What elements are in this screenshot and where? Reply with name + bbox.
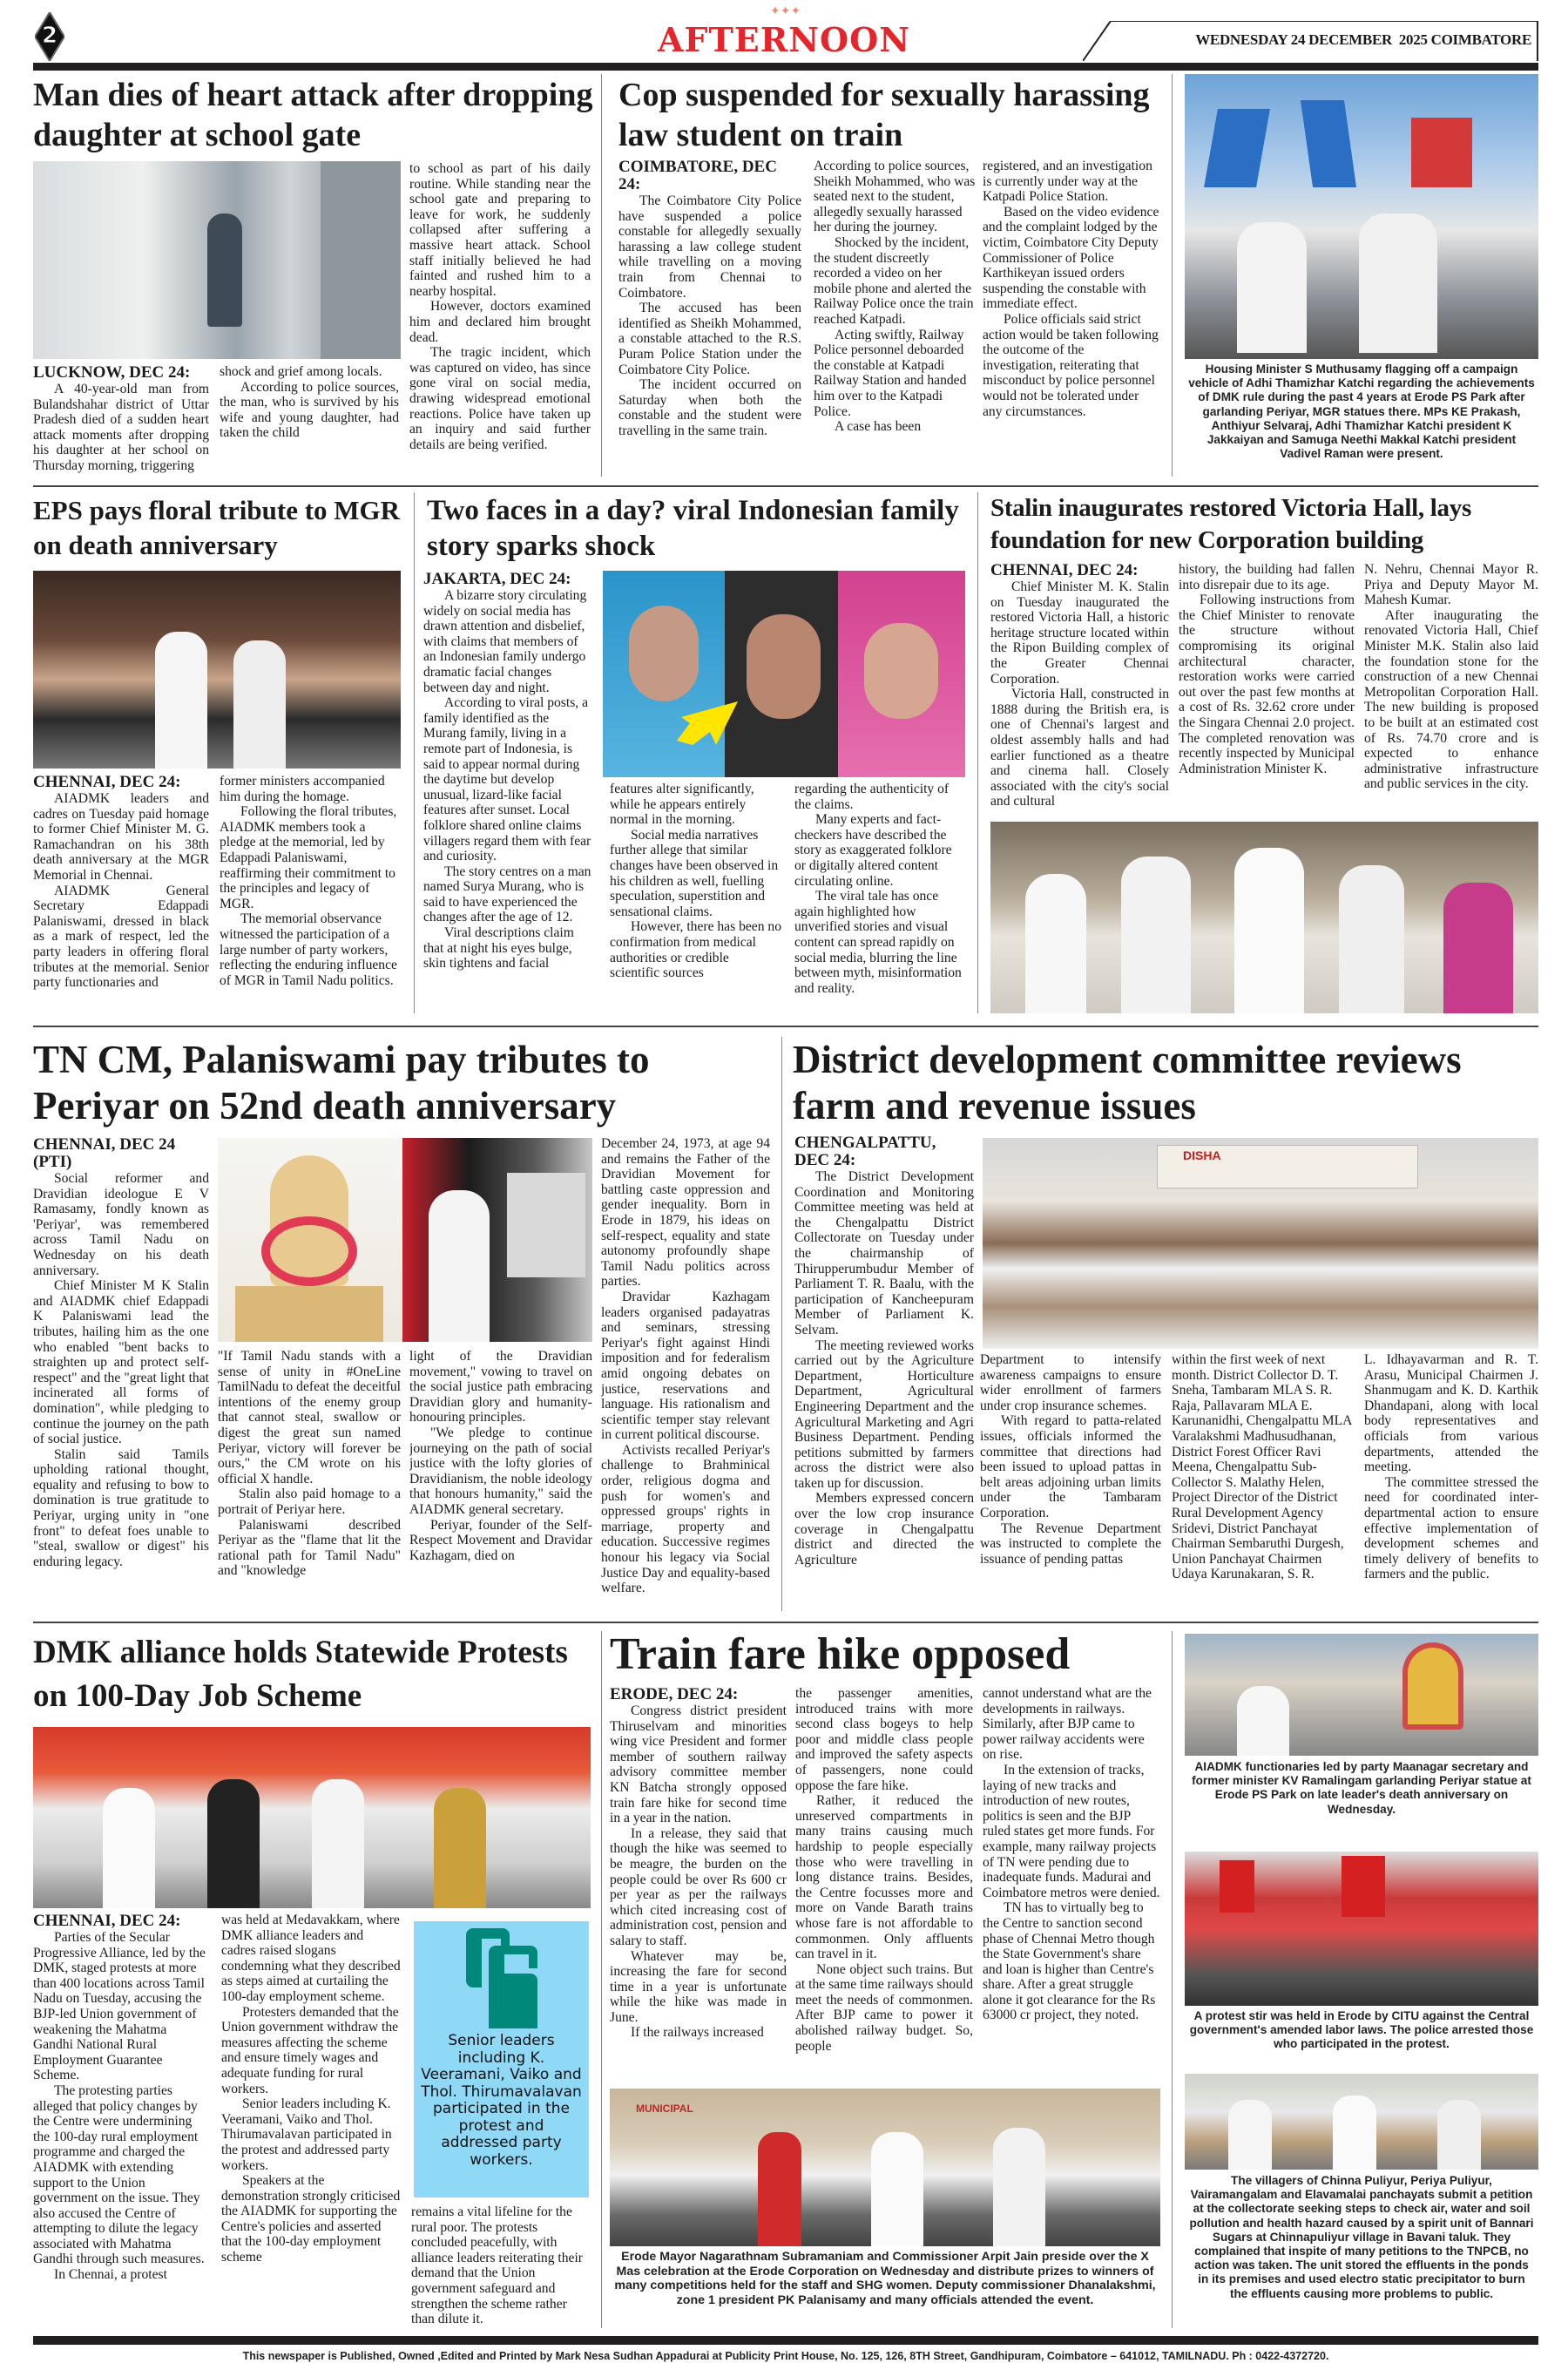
banner-disha-logo: DISHA	[1183, 1148, 1221, 1162]
article-paragraph: However, there has been no confirmation from medical authorities or credible scientific sources	[610, 919, 781, 981]
article-paragraph: Senior leaders including K. Veeramani, Vaiko and Thol. Thirumavalavan participated in the protest and addressed party workers.	[221, 2096, 392, 2173]
photo-periyar-statue-erode	[1185, 1634, 1538, 1756]
article-paragraph: the passenger amenities, introduced trains with more second class bogeys to help poor and middle class people and improved the safety aspects of passengers, none could oppose the fare hike.	[795, 1686, 973, 1793]
article-paragraph: AIADMK General Secretary Edappadi Palaniswami, dressed in black as a mark of respect, led the party leaders in offering floral tributes at the memorial. Senior party functionaries and	[33, 883, 209, 991]
article-column	[409, 1349, 592, 1611]
article-paragraph: N. Nehru, Chennai Mayor R. Priya and Deputy Mayor M. Mahesh Kumar.	[1364, 562, 1538, 608]
article-column	[33, 364, 209, 479]
photo-indonesian-family	[603, 571, 965, 777]
quote-mark-icon	[466, 1928, 537, 2028]
column-divider	[1172, 1631, 1173, 2328]
photo-pollution-petition	[1185, 2074, 1538, 2170]
article-paragraph: light of the Dravidian movement," vowing to travel on the social justice path embracing Dravidian glory and humanity-honouring principles.	[409, 1349, 592, 1425]
article-paragraph: Viral descriptions claim that at night his eyes bulge, skin tightens and facial	[423, 925, 574, 972]
article-paragraph: In Chennai, a protest	[54, 2267, 167, 2283]
article-column	[411, 2204, 591, 2331]
page-number: 2	[41, 23, 58, 49]
article-paragraph: After inaugurating the renovated Victoria Hall, Chief Minister M.K. Stalin also laid the foundation stone for the construction of a new Chennai Metropolitan Corporation Hall. The new building is proposed to be built at an estimated cost of Rs. 74.70 crore and is expected to enhance administrative infrastructure and public services in the city.	[1364, 607, 1538, 792]
article-paragraph: The meeting reviewed works carried out by the Agriculture Department, Horticulture Department, Agricultural Engineering Department and the Agricultural Marketing and Agri Business Department. Pending petitions submitted by farmers across the district were also taken up for discussion.	[794, 1337, 974, 1491]
article-column	[814, 159, 976, 479]
headline-cop-suspended: Cop suspended for sexually harassing law student on train	[618, 77, 1150, 153]
article-paragraph: Congress district president Thiruselvam and minorities wing vice President and former member of southern railway advisory committee member KN Batcha strongly opposed train fare hike for second time in a year in the nation.	[610, 1703, 787, 1826]
article-column	[33, 1136, 209, 1611]
masthead-title: AFTERNOON	[658, 20, 910, 59]
article-column	[990, 562, 1169, 817]
article-paragraph: Stalin also paid homage to a portrait of Periyar here.	[218, 1486, 401, 1517]
article-paragraph: In a release, they said that though the hike was seemed to be meagre, the burden on the people could be over Rs 600 cr per year as per the railways which cited increasing cost of administration cost, pension and salary to staff.	[610, 1825, 787, 1948]
article-paragraph: Rather, it reduced the unreserved compartments in many trains causing much hardship to people especially those who were travelling in long distance trains. Besides, the Centre focusses more and more on Vande Barath trains whose fare is not affordable to commonmen. Only affluents can travel in it.	[795, 1793, 973, 1962]
article-paragraph: None object such trains. But at the same time railways should meet the needs of commonmen. After BJP came to power it abolished railway budget. So, people	[795, 1961, 973, 2054]
article-paragraph: Dravidar Kazhagam leaders organised padayatras and seminars, stressing Periyar's fight against Hindi imposition and for federalism amid ongoing debates on justice, reservations and language. His rationalism and scientific temper stay relevant in current political discourse.	[601, 1289, 770, 1443]
dateline: JAKARTA, DEC 24:	[423, 571, 571, 588]
headline-victoria-hall: Stalin inaugurates restored Victoria Hall, lays foundation for new Corporation building	[990, 494, 1471, 554]
caption-periyar-statue: AIADMK functionaries led by party Maanagar secretary and former minister KV Ramalingam garlanding Periyar statue at Erode PS Park on late leader's death anniversary on Wednesday.	[1192, 1760, 1531, 1816]
article-paragraph: Activists recalled Periyar's challenge to Brahminical order, religious dogma and push for women's and oppressed groups' rights in marriage, property and education. Successive regimes honour his legacy via Social Justice Day and equality-based welfare.	[601, 1442, 770, 1596]
article-column	[601, 1136, 770, 1611]
article-paragraph: Periyar, founder of the Self-Respect Movement and Dravidar Kazhagam, died on	[409, 1517, 592, 1563]
caption-pollution-petition: The villagers of Chinna Puliyur, Periya Puliyur, Vairamangalam and Elavamalai panchayats submit a petition at the collectorate seeking steps to check air, water and soil pollution and health hazard caused by a spirit unit of Bannari Sugars at Chinnapuliyur village in Bavani taluk. They complained that inspite of many petitions to the TNPCB, no action was taken. The unit stored the effluents in the ponds in its premises and used electro static precipitator to burn the effluents causing more problems to public.	[1189, 2174, 1534, 2300]
article-paragraph: Chief Minister M K Stalin and AIADMK chief Edappadi K Palaniswami lead the tributes, hailing him as the one who enabled "bent backs to straighten up and protect self-respect" and the "great light that incinerated all forms of domination", while pledging to continue the journey on the path of social justice.	[33, 1278, 209, 1447]
caption-citu-protest: A protest stir was held in Erode by CITU against the Central government's amended labor laws. The police arrested those who participated in the protest.	[1189, 2009, 1534, 2051]
article-paragraph: Following the floral tributes, AIADMK members took a pledge at the memorial, led by Edappadi Palaniswami, reaffirming their commitment to the principles and legacy of MGR.	[220, 804, 397, 911]
article-paragraph: If the railways increased	[631, 2025, 764, 2041]
section-rule	[33, 485, 1538, 487]
dateline: CHENGALPATTU, DEC 24:	[794, 1134, 936, 1169]
article-paragraph: However, doctors examined him and declared him brought dead.	[409, 299, 591, 345]
headline-district-committee: District development committee reviews farm and revenue issues	[793, 1038, 1462, 1127]
article-paragraph: The story centres on a man named Surya Murang, who is said to have experienced the changes after the age of 12.	[423, 863, 591, 925]
article-paragraph: within the first week of next month. District Collector D. T. Sneha, Tambaram MLA S. R. Raja, Pallavaram MLA E. Karunanidhi, Chengalpattu MLA Varalakshmi Madhusudhanan, District Forest Officer Ravi Meena, Chengalpattu Sub-Collector S. Malathy Helen, Project Director of the District Rural Development Agency Sridevi, District Panchayat Chairman Sembaruthi Durgesh, Union Panchayat Chairmen Udaya Karunakaran, S. R.	[1172, 1352, 1352, 1582]
article-paragraph: "We pledge to continue journeying on the path of social justice with the lofty glories of Dravidianism, the noble ideology that honours humanity," said the AIADMK general secretary.	[409, 1425, 592, 1517]
headline-train-fare: Train fare hike opposed	[610, 1629, 1071, 1679]
article-paragraph: Social media narratives further allege that similar changes have been observed in his children as well, fuelling speculation, superstition and sensational claims.	[610, 827, 779, 919]
article-column	[1179, 562, 1355, 817]
article-column	[1172, 1352, 1355, 1611]
article-paragraph: Victoria Hall, constructed in 1888 during the British era, is one of Chennai's largest and oldest assembly halls and had earlier functioned as a theatre and cinema hall. Closely associated with the city's social and cultural	[990, 687, 1169, 809]
article-column	[794, 782, 965, 1013]
headline-dmk-protest: DMK alliance holds Statewide Protests on 100-Day Job Scheme	[33, 1635, 568, 1714]
article-column	[423, 571, 592, 1013]
article-paragraph: December 24, 1973, at age 94 and remains the Father of the Dravidian Movement for battling caste oppression and gender inequality. Born in Erode in 1879, his ideas on self-respect, equality and state autonomy profoundly shape Tamil Nadu politics across parties.	[601, 1136, 770, 1290]
article-paragraph: According to police sources, the man, who is survived by his wife and young daughter, had taken the child	[220, 379, 399, 441]
article-paragraph: The District Development Coordination and Monitoring Committee meeting was held at the Chengalpattu District Collectorate on Tuesday under the chairmanship of Thirupperumbudur Member of Parliament T. R. Baalu, with the participation of Kancheepuram Member of Parliament K. Selvam.	[794, 1169, 974, 1337]
article-column	[218, 1349, 401, 1611]
article-paragraph: Shocked by the incident, the student discreetly recorded a video on her mobile phone and alerted the Railway Police once the train reached Katpadi.	[814, 234, 974, 327]
article-column	[980, 1352, 1161, 1611]
article-column	[33, 774, 209, 1013]
section-rule	[33, 1622, 1538, 1623]
article-paragraph: In the extension of tracks, laying of new tracks and introduction of new routes, politics is seen and the BJP ruled states get more funds. For example, many railway projects of TN were pending due to inadequate funds. Madurai and Coimbatore metros were denied.	[983, 1762, 1160, 1900]
dateline: CHENNAI, DEC 24 (PTI)	[33, 1136, 176, 1171]
column-divider	[977, 492, 978, 1013]
article-column	[610, 782, 781, 1013]
article-paragraph: Chief Minister M. K. Stalin on Tuesday inaugurated the restored Victoria Hall, a historic heritage structure located within the Ripon Building complex of the Greater Chennai Corporation.	[990, 579, 1169, 687]
article-column	[409, 161, 591, 479]
article-paragraph: A bizarre story circulating widely on social media has drawn attention and disbelief, with claims that members of an Indonesian family undergo dramatic facial changes between day and night.	[423, 588, 587, 695]
article-paragraph: The memorial observance witnessed the participation of a large number of party workers, reflecting the enduring influence of MGR in Tamil Nadu politics.	[220, 911, 397, 988]
article-column	[220, 774, 401, 1013]
headline-periyar: TN CM, Palaniswami pay tributes to Periyar on 52nd death anniversary	[33, 1038, 650, 1127]
column-divider	[601, 1631, 602, 2328]
article-paragraph: registered, and an investigation is currently under way at the Katpadi Police Station.	[983, 159, 1152, 205]
dateline: ERODE, DEC 24:	[610, 1686, 739, 1703]
photo-victoria-hall	[990, 822, 1538, 1013]
photo-school-gate	[33, 161, 401, 359]
caption-campaign-vehicle: Housing Minister S Muthusamy flagging off a campaign vehicle of Adhi Thamizhar Katchi regarding the achievements of DMK rule during the past 4 years at Erode PS Park after garlanding Periyar, MGR statues there. MPs KE Prakash, Anthiyur Selvaraj, Adhi Thamizhar Katchi president K Jakkaiyan and Samuga Neethi Makkal Katchi president Vadivel Raman were present.	[1188, 362, 1535, 461]
article-column	[220, 364, 399, 479]
article-column	[983, 1686, 1160, 2082]
article-paragraph: According to viral posts, a family identified as the Murang family, living in a remote part of Indonesia, is said to appear normal during the daytime but develop unusual, lizard-like facial features after sunset. Local folklore shared online claims villagers regard them with fear and curiosity.	[423, 695, 591, 864]
photo-dmk-protest	[33, 1727, 591, 1908]
footer-rule	[33, 2336, 1538, 2345]
article-paragraph: Palaniswami described Periyar as the "flame that lit the rational path for Tamil Nadu" and "knowledge	[218, 1517, 401, 1579]
article-paragraph: According to police sources, Sheikh Mohammed, who was seated next to the student, allegedly sexually harassed her during the journey.	[814, 159, 976, 235]
article-paragraph: A 40-year-old man from Bulandshahar district of Uttar Pradesh died of a sudden heart attack moments after dropping his daughter at her school on Thursday morning, triggering	[33, 382, 209, 473]
article-paragraph: The accused has been identified as Sheikh Mohammed, a constable attached to the R.S. Puram Police Station under the Coimbatore City Police.	[618, 301, 801, 377]
article-paragraph: cannot understand what are the developments in railways. Similarly, after BJP came to power railway accidents were on rise.	[983, 1686, 1152, 1763]
section-rule	[33, 1026, 1538, 1027]
pull-quote-text: Senior leaders including K. Veeramani, Vaiko and Thol. Thirumavalavan participated in the protest and addressed party workers.	[421, 2032, 582, 2169]
article-paragraph: The Coimbatore City Police have suspended a police constable for allegedly sexually harassing a law college student while travelling on a moving train from Chennai to Coimbatore.	[618, 193, 801, 301]
caption-xmas-celebration: Erode Mayor Nagarathnam Subramaniam and Commissioner Arpit Jain preside over the X Mas celebration at the Erode Corporation on Wednesday and distribute prizes to winners of many competitions held for the staff and SHG women. Deputy commissioner Dhanalakshmi, zone 1 president PK Palanisamy and many officials attended the event.	[614, 2250, 1156, 2307]
article-paragraph: Stalin said Tamils upholding rational thought, equality and refusing to bow to domination is true gratitude to Periyar, urging unity in "one front" to defeat foes unable to "steal, swallow or digest" his enduring legacy.	[33, 1446, 209, 1569]
article-column	[1364, 1352, 1538, 1611]
article-paragraph: to school as part of his daily routine. While standing near the school gate and preparing to leave for work, he suddenly collapsed after suffering a massive heart attack. School staff initially believed he had fainted and rushed him to a nearby hospital.	[409, 161, 591, 299]
article-column	[794, 1134, 974, 1611]
article-column	[33, 1913, 209, 2331]
article-paragraph: Based on the video evidence and the complaint lodged by the victim, Coimbatore City Deputy Commissioner of Police Karthikeyan issued orders suspending the constable with immediate effect.	[983, 204, 1159, 312]
article-paragraph: With regard to patta-related issues, officials informed the committee that directions had been issued to upload pattas in belt areas adjoining urban limits under the Tambaram Corporation.	[980, 1413, 1161, 1520]
photo-cm-tribute	[402, 1138, 592, 1342]
article-column	[983, 159, 1160, 479]
dateline: COIMBATORE, DEC 24:	[618, 159, 777, 193]
article-column	[610, 1686, 787, 2082]
article-paragraph: The incident occurred on Saturday when both the constable and the student were travelling in the same train.	[618, 377, 801, 438]
dateline: LUCKNOW, DEC 24:	[33, 364, 191, 382]
article-column	[221, 1913, 401, 2331]
municipal-sign-text: MUNICIPAL	[636, 2103, 693, 2115]
masthead-rule	[33, 63, 1538, 71]
article-paragraph: former ministers accompanied him during the homage.	[220, 774, 385, 804]
article-paragraph: The viral tale has once again highlighted how unverified stories and visual content can spread rapidly on social media, blurring the line between myth, misinformation and reality.	[794, 889, 962, 996]
article-paragraph: Many experts and fact-checkers have described the story as exaggerated folklore or digitally altered content circulating online.	[794, 812, 952, 889]
arrow-icon	[677, 693, 747, 745]
article-paragraph: The Revenue Department was instructed to complete the issuance of pending pattas	[980, 1520, 1161, 1567]
photo-campaign-vehicle	[1185, 74, 1538, 359]
article-paragraph: remains a vital lifeline for the rural poor. The protests concluded peacefully, with alliance leaders reiterating their demand that the Union government safeguard and strengthen the scheme rather than dilute it.	[411, 2204, 583, 2327]
article-paragraph: AIADMK leaders and cadres on Tuesday paid homage to former Chief Minister M. G. Ramachandran on his 38th death anniversary at the MGR Memorial in Chennai.	[33, 791, 209, 883]
article-paragraph: Social reformer and Dravidian ideologue E V Ramasamy, fondly known as 'Periyar', was remembered across Tamil Nadu on Wednesday on his death anniversary.	[33, 1171, 209, 1278]
pull-quote-box	[414, 1921, 589, 2197]
article-paragraph: features alter significantly, while he appears entirely normal in the morning.	[610, 782, 754, 828]
dateline: CHENNAI, DEC 24:	[990, 562, 1139, 579]
article-paragraph: TN has to virtually beg to the Centre to sanction second phase of Chennai Metro though the State Government's share and loan is higher than Centre's share. After a great struggle alone it got clearance for the Rs 63000 cr project, they noted.	[983, 1900, 1156, 2023]
article-column	[795, 1686, 973, 2082]
article-column	[618, 159, 801, 479]
article-paragraph: The committee stressed the need for coordinated inter-departmental action to ensure effective implementation of development schemes and timely delivery of benefits to farmers and the public.	[1364, 1474, 1538, 1582]
article-paragraph: Department to intensify awareness campaigns to ensure wider enrollment of farmers under crop insurance schemes.	[980, 1352, 1161, 1413]
headline-heart-attack: Man dies of heart attack after dropping daughter at school gate	[33, 77, 593, 153]
photo-periyar-statue	[218, 1138, 402, 1342]
article-paragraph: regarding the authenticity of the claims.	[794, 782, 950, 812]
column-divider	[781, 1037, 782, 1611]
headline-eps-tribute: EPS pays floral tribute to MGR on death anniversary	[33, 495, 401, 560]
headline-two-faces: Two faces in a day? viral Indonesian family story sparks shock	[427, 495, 959, 562]
date-line: WEDNESDAY 24 DECEMBER 2025 COIMBATORE	[1195, 31, 1531, 48]
article-paragraph: history, the building had fallen into disrepair due to its age.	[1179, 562, 1355, 592]
column-divider	[1172, 74, 1173, 477]
date-box	[1083, 21, 1538, 61]
photo-xmas-celebration	[610, 2089, 1160, 2246]
article-paragraph: shock and grief among locals.	[220, 364, 382, 379]
article-paragraph: Police officials said strict action would be taken following the outcome of the investigation, reiterating that misconduct by police personnel would not be tolerated under any circumstances.	[983, 311, 1159, 419]
photo-committee-meeting	[983, 1138, 1538, 1349]
article-paragraph: Protesters demanded that the Union government withdraw the measures affecting the scheme and ensure timely wages and adequate funding for rural workers.	[221, 2004, 399, 2096]
article-paragraph: Members expressed concern over the low crop insurance coverage in Chengalpattu district and directed the Agriculture	[794, 1491, 974, 1568]
article-column	[1364, 562, 1538, 817]
page-number-badge	[35, 12, 64, 61]
article-paragraph: The tragic incident, which was captured on video, has since gone viral on social media, drawing widespread emotional reactions. Police have taken up an inquiry and said further details are being verified.	[409, 345, 591, 452]
footer-imprint: This newspaper is Published, Owned ,Edited and Printed by Mark Nesa Sudhan Appadurai at Publicity Print House, No. 125, 126, 8TH Street, Gandhipuram, Coimbatore – 641012, TAMILNADU. Ph : 0422-4372720.	[242, 2350, 1329, 2362]
article-paragraph: Whatever may be, increasing the fare for second time in a year is unfortunate while the hike was made in June.	[610, 1948, 787, 2025]
column-divider	[601, 74, 602, 477]
article-paragraph: "If Tamil Nadu stands with a sense of unity in #OneLine TamilNadu to defeat the deceitful intentions of the enemy group that cannot steal, swallow or digest the great sun named Periyar, victory will forever be ours," the CM wrote on his official X handle.	[218, 1349, 401, 1486]
article-paragraph: A case has been	[835, 419, 922, 435]
photo-citu-protest	[1185, 1852, 1538, 2006]
column-divider	[414, 492, 415, 1013]
photo-mgr-memorial	[33, 571, 401, 769]
article-paragraph: Following instructions from the Chief Minister to renovate the structure without compromising its original architectural character, restoration works were carried out over the past few months at a cost of Rs. 32.62 crore under the Singara Chennai 2.0 project. The completed renovation was recently inspected by Municipal Administration Minister K.	[1179, 592, 1355, 776]
dateline: CHENNAI, DEC 24:	[33, 774, 181, 791]
dateline: CHENNAI, DEC 24:	[33, 1913, 181, 1930]
article-paragraph: Speakers at the demonstration strongly criticised the AIADMK for supporting the Centre's policies and asserted that the 100-day employment scheme	[221, 2173, 401, 2265]
article-paragraph: was held at Medavakkam, where DMK alliance leaders and cadres raised slogans condemning what they described as steps aimed at curtailing the 100-day employment scheme.	[221, 1913, 401, 2004]
article-paragraph: Parties of the Secular Progressive Alliance, led by the DMK, staged protests at more than 400 locations across Tamil Nadu on Tuesday, accusing the BJP-led Union government of weakening the Mahatma Gandhi National Rural Employment Guarantee Scheme.	[33, 1930, 206, 2083]
article-paragraph: Acting swiftly, Railway Police personnel deboarded the constable at Katpadi Railway Station and handed him over to the Katpadi Police.	[814, 327, 967, 419]
article-paragraph: L. Idhayavarman and R. T. Arasu, Municipal Chairmen J. Shanmugam and K. D. Karthik Dhandapani, along with local body representatives and officials from various departments, attended the meeting.	[1364, 1352, 1538, 1475]
masthead-logo-flame-icon: ✦✦✦	[770, 5, 801, 18]
article-paragraph: The protesting parties alleged that policy changes by the Centre were undermining the 100-day rural employment programme and charged the AIADMK with extending support to the Union government on the issue. They also accused the Centre of attempting to dilute the legacy associated with Mahatma Gandhi through such measures.	[33, 2082, 205, 2267]
